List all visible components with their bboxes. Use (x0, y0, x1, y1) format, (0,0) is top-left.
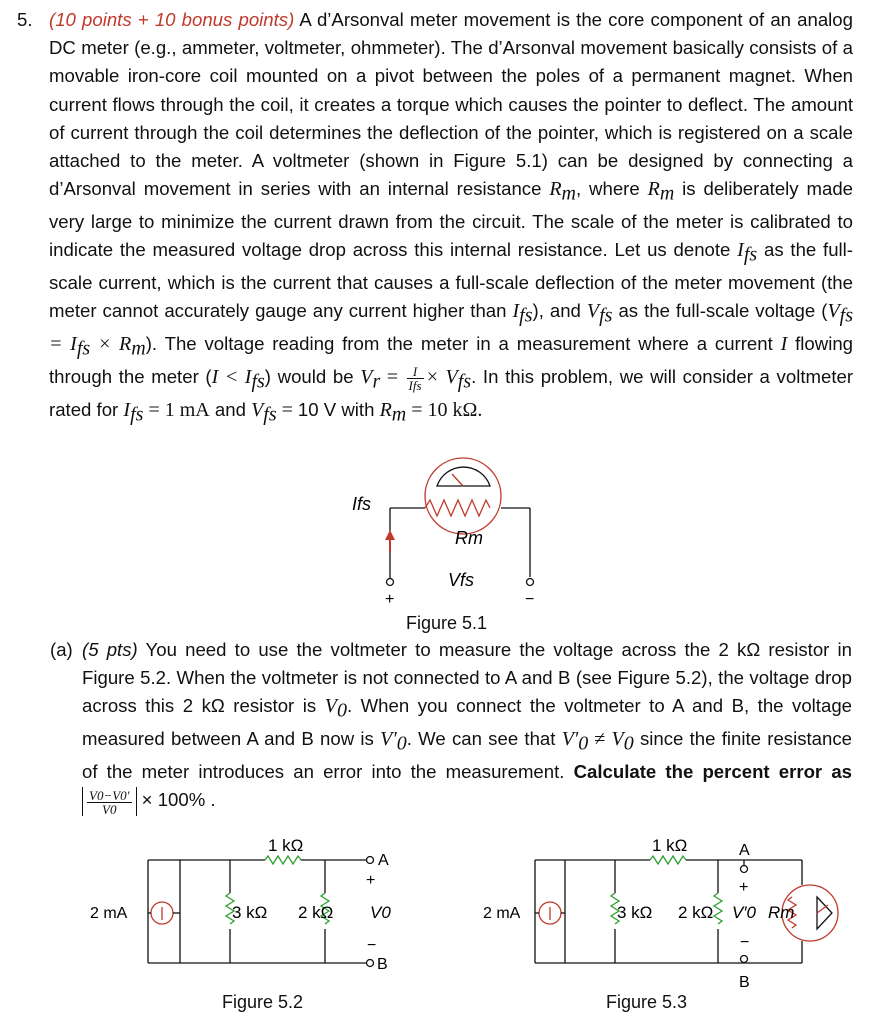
figure-5-1-caption: Figure 5.1 (406, 613, 488, 633)
r1-label: 1 kΩ (652, 836, 688, 855)
plus-label: + (366, 872, 376, 889)
points-label: (10 points + 10 bonus points) (49, 9, 295, 30)
terminal-plus (387, 579, 394, 586)
resistor-1k (650, 856, 686, 864)
problem-number: 5. (17, 9, 33, 30)
minus-label: − (525, 591, 535, 608)
meter-circle (425, 458, 501, 534)
r1-label: 1 kΩ (268, 836, 304, 855)
node-a-terminal (367, 857, 374, 864)
problem-text: (10 points + 10 bonus points) A d’Arsonval meter movement is the core component of an analog DC meter (e.g., ammeter, voltmeter, ohmmeter). The d’Arsonval movement basically consists of a movable iron-core coil mounted on a pivot between the poles of a permanent magnet. When current flows through the coil, it creates a torque which causes the pointer to deflect. The amount of current through the coil determines the deflection of the pointer, which is registered on a scale attached to the meter. A voltmeter (shown in Figure 5.1) can be designed by connecting a d’Arsonval movement in series with an internal resistance $R_m$, where $R_m$ is deliberately made very large to minimize the current drawn from the circuit. The scale of the meter is calibrated to indicate the measured voltage drop across this internal resistance. Let us denote $I_{fs}$ as the full-scale current, which is the current that causes a full-scale deflection of the meter movement (the meter cannot accurately gauge any current higher than $I_{fs}$), and $V_{fs}$ as the full-scale voltage $(V_{fs} = I_{fs} \times R_m)$. The voltage reading from the meter in a measurement where a current I flowing through the meter $(I < I_{fs})$ would be $V_r$ = $\frac{I}{\text{Ifs}}$ × $V_{fs}$. In this problem, we will consider a voltmeter rated for $I_{fs} = 1$ mA and $V_{fs} = 10$ V with $R_m = 10$ kΩ. (49, 9, 854, 426)
plus-label: + (739, 879, 749, 896)
node-b-label: B (377, 956, 388, 973)
resistor-1k (265, 856, 301, 864)
terminal-minus (527, 579, 534, 586)
part-a-label: (a) (50, 639, 73, 660)
meter-scale-icon (817, 897, 832, 929)
node-a-terminal (741, 866, 748, 873)
minus-label: − (740, 934, 750, 951)
source-label: 2 mA (483, 905, 521, 922)
meter-pointer-icon (817, 905, 828, 913)
part-a (50, 636, 852, 816)
rm-label: Rm (455, 528, 483, 548)
r3-label: 2 kΩ (678, 903, 714, 922)
ifs-label: Ifs (352, 494, 372, 514)
r2-label: 3 kΩ (617, 903, 653, 922)
node-a-label: A (378, 852, 389, 869)
rm-label: Rm (768, 903, 795, 922)
part-a-text: (5 pts) You need to use the voltmeter to measure the voltage across the 2 kΩ resistor in Figure 5.2. When the voltmeter is not connected to A and B (see Figure 5.2), the voltage drop across this 2 kΩ resistor is $V_0$. When you connect the voltmeter to A and B, the voltage measured between A and B now is $V'_0$. We can see that $V'_0 \ne V_0$ since the finite resistance of the meter introduces an error into the measurement. Calculate the percent error as $\frac{V0-V0'}{V0}$ × 100% . (82, 639, 852, 817)
fraction-i-over-ifs: $\frac{I}{\text{Ifs}}$ (408, 363, 422, 393)
figure-5-2 (80, 835, 420, 995)
node-b-label: B (739, 974, 750, 991)
v0-label: V0 (370, 903, 391, 922)
current-arrow-icon (385, 530, 395, 540)
figure-5-2-caption: Figure 5.2 (222, 992, 304, 1012)
vfs-label: Vfs (448, 570, 475, 590)
plus-label: + (385, 591, 395, 608)
node-a-label: A (739, 842, 750, 859)
resistor-2k (714, 893, 722, 924)
meter-pointer-icon (452, 474, 463, 486)
r2-label: 3 kΩ (232, 903, 268, 922)
minus-label: − (367, 937, 377, 954)
node-b-terminal (367, 960, 374, 967)
rm-zigzag (425, 500, 490, 516)
figure-5-1 (330, 452, 570, 612)
source-label: 2 mA (90, 905, 128, 922)
r3-label: 2 kΩ (298, 903, 334, 922)
meter-scale-icon (437, 467, 490, 486)
node-b-terminal (741, 956, 748, 963)
figure-5-3-caption: Figure 5.3 (606, 992, 688, 1012)
v0p-label: V′0 (732, 903, 756, 922)
figure-5-3 (480, 835, 865, 995)
error-fraction: $\frac{V0-V0'}{V0}$ (82, 787, 137, 816)
problem-statement (17, 6, 853, 429)
